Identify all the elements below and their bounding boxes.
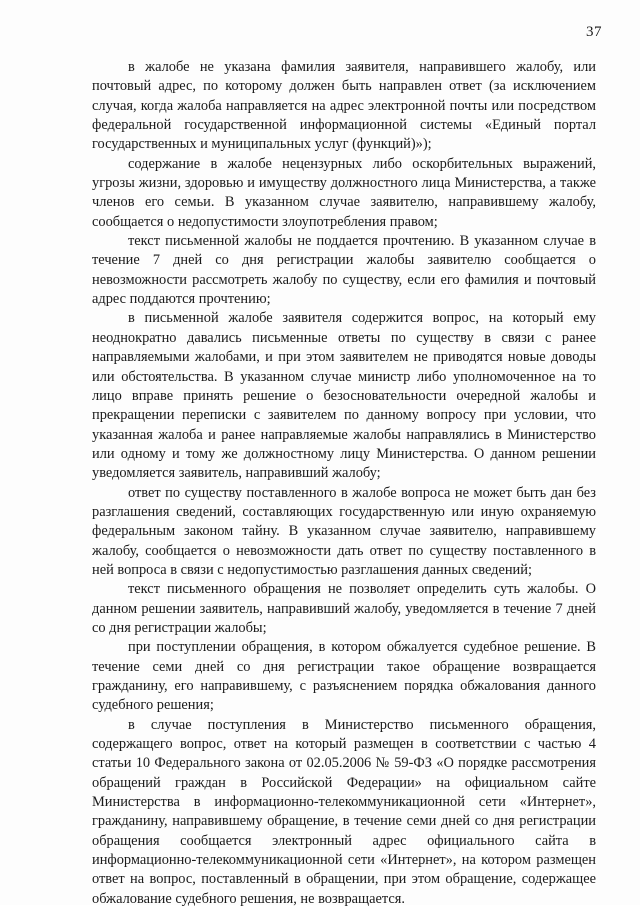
paragraph-state-secret: ответ по существу поставленного в жалобе вопроса не может быть дан без разглашения сведений, составляющих государственную или иную охраняемую федеральным законом тайну. В указанном случае заявителю, направившему жалобу, сообщается о невозможности дать ответ по существу поставленного в ней вопроса в связи с недопустимостью разглашения данных сведений;: [92, 484, 596, 578]
paragraph-repeated-question: в письменной жалобе заявителя содержится вопрос, на который ему неоднократно давались письменные ответы по существу в связи с ранее направляемыми жалобами, и при этом заявителем не приводятся новые доводы или обстоятельства. В указанном случае министр либо уполномоченное на то лицо вправе принять решение о безосновательности очередной жалобы и прекращении переписки с заявителем по данному вопросу при условии, что указанная жалоба и ранее направляемые жалобы направлялись в Министерство или одному и тому же должностному лицу Министерства. О данном решении уведомляется заявитель, направивший жалобу;: [92, 310, 596, 482]
paragraph-unreadable-text: текст письменной жалобы не поддается прочтению. В указанном случае в течение 7 дней со дня регистрации жалобы заявителю сообщается о невозможности рассмотреть жалобу по существу, если его фамилия и почтовый адрес поддаются прочтению;: [92, 233, 596, 308]
document-body: [92, 58, 596, 909]
paragraph-undefined-essence: текст письменного обращения не позволяет определить суть жалобы. О данном решении заявитель, направивший жалобу, уведомляется в течение 7 дней со дня регистрации жалобы;: [92, 581, 596, 636]
paragraph-court-decision: при поступлении обращения, в котором обжалуется судебное решение. В течение семи дней со дня регистрации такое обращение возвращается гражданину, его направившему, с разъяснением порядка обжалования данного судебного решения;: [92, 639, 596, 714]
paragraph-published-answer: в случае поступления в Министерство письменного обращения, содержащего вопрос, ответ на который размещен в соответствии с частью 4 статьи 10 Федерального закона от 02.05.2006 № 59-ФЗ «О порядке рассмотрения обращений граждан в Российской Федерации» на официальном сайте Министерства в информационно-телекоммуникационной сети «Интернет», гражданину, направившему обращение, в течение семи дней со дня регистрации обращения сообщается электронный адрес официального сайта в информационно-телекоммуникационной сети «Интернет», на котором размещен ответ на вопрос, поставленный в обращении, при этом обращение, содержащее обжалование судебного решения, не возвращается.: [92, 716, 596, 907]
paragraph-no-surname: в жалобе не указана фамилия заявителя, направившего жалобу, или почтовый адрес, по которому должен быть направлен ответ (за исключением случая, когда жалоба направляется на адрес электронной почты или посредством федеральной государственной информационной системы «Единый портал государственных и муниципальных услуг (функций)»);: [92, 59, 596, 153]
paragraph-obscene-content: содержание в жалобе нецензурных либо оскорбительных выражений, угрозы жизни, здоровью и имуществу должностного лица Министерства, а также членов его семьи. В указанном случае заявителю, направившему жалобу, сообщается о недопустимости злоупотребления правом;: [92, 155, 596, 230]
page-number: 37: [586, 24, 602, 40]
